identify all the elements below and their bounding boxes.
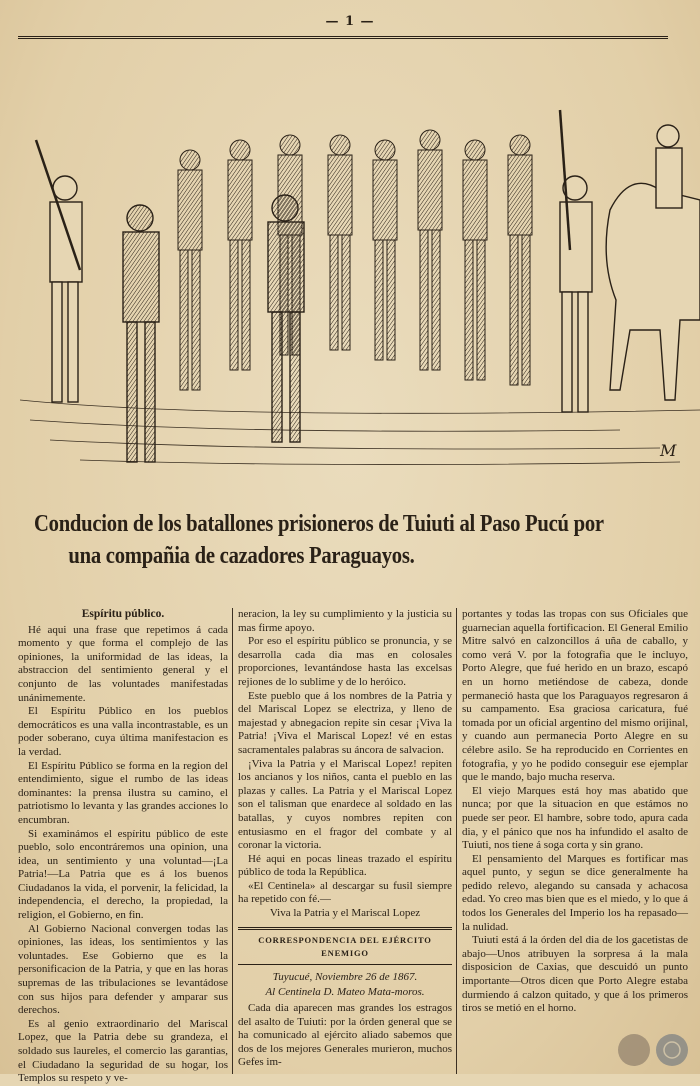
paragraph: Si examinámos el espíritu público de este pueblo, solo encontráremos una opinion, una idea, un sentimiento y una voluntad—¡La Patria!—La Patria que es á los buenos Ciudadanos la vida, el porvenir, la felicidad, la independencia, el derecho, la propiedad, la religion, el Gobierno, en fin. [18,827,228,922]
headline [34,508,607,572]
column-1 [18,608,228,1086]
prisoner-column [178,130,532,390]
correspondence-heading: CORRESPONDENCIA DEL EJÉRCITO ENEMIGO [238,927,452,965]
archive-stamp-icon [614,1022,694,1068]
column-3 [462,608,688,1016]
engraving-illustration [20,100,700,480]
headline-line-1: Conducion de los batallones prisioneros de Tuiuti al Paso Pucú por [34,511,604,537]
dateline: Tuyucué, Noviembre 26 de 1867. [272,970,418,983]
paragraph: El Espíritu Público se forma en la region del entendimiento, sigue el rumbo de las ideas dominantes: la prensa ilustra su camino, el patriotismo lo levanta y las grandes acciones lo encumbran. [18,759,228,826]
paragraph: portantes y todas las tropas con sus Oficiales que guarnecian aquella fortificacion. El General Emilio Mitre salvó en calzoncillos á uña de caballo, y como verá V. por la fotografia que le incluyo, Porto Alegre, que fué herido en un brazo, escapó en un horno metiéndose de cabeza, donde permaneció hasta que los Paraguayos regresaron á su campamento. Esa graciosa caricatura, fué tomada por un oficial argentino del mismo orijinal, y cuando aun permanecia Porto Alegre en su célebre asilo. Se ha reproducido en Corrientes en fotografia, y yo he podido conseguir ese ejemplar que le mando, bajo mucha reserva. [462,608,688,784]
paragraph: Este pueblo que á los nombres de la Patria y del Mariscal Lopez se electriza, y lleno de majestad y abnegacion repite sin cesar ¡Viva la Patria! ¡Viva el Mariscal Lopez! vé en estas sacramentales palabras su áncora de salvacion. [238,689,452,756]
page-number: — 1 — [325,14,375,29]
ground-hatching [20,400,700,465]
addressee: Al Centinela D. Mateo Mata-moros. [265,986,425,999]
paragraph: ¡Viva la Patria y el Mariscal Lopez! repiten los ancianos y los niños, canta el pueblo en las plazas y calles. La Patria y el Mariscal Lopez son el talisman que enardece al soldado en las batallas, y cuyos nombres repiten con entusiasmo en el fragor del combate y al coronar la victoria. [238,757,452,852]
column-divider [232,608,233,1074]
paragraph: El Espíritu Público en los pueblos democráticos es una valla incontrastable, es un poder soberano, cuya última manifestacion es la verdad. [18,705,228,758]
top-rule [18,36,668,39]
letter-text: Cada dia aparecen mas grandes los estragos del asalto de Tuiuti: por la órden general que se ha comunicado al ejército aliado sabemos que dos de los mejores Generales murieron, muchos Gefes im- [238,1002,452,1069]
column-divider [456,608,457,1074]
paragraph: Al Gobierno Nacional convergen todas las opiniones, las ideas, los sentimientos y las voluntades. Ese Gobierno que es la personificacion de la Patria, y que en las horas supremas de las tribulaciones se levantádose con sus hijos para defender y amparar sus derechos. [18,922,228,1017]
paragraph: Hé aqui en pocas lineas trazado el espíritu público de toda la República. [238,852,452,879]
paragraph: «El Centinela» al descargar su fusil siempre ha repetido con fé.— [238,879,452,906]
paragraph: Tuiuti está á la órden del dia de los gacetistas de abajo—Unos atribuyen la sorpresa á la mala disposicion de Caxias, que descuidó un punto importante—Otros dicen que Porto Alegre estaba durmiendo á calzon quitado, y que á los primeros tiros se metió en el horno. [462,934,688,1015]
paragraph: Hé aqui una frase que repetimos á cada momento y que forma el complejo de las opiniones, la uniformidad de las ideas, la abstraccion del sentimiento general y el conjunto de las voluntades manifestadas unánimemente. [18,623,228,704]
engraver-signature: M [660,441,677,460]
paragraph: El viejo Marques está hoy mas abatido que nunca; por que la situacion en que estámos no puede ser peor. El hambre, sobre todo, apura cada dia, y el pánico que nos ha infundido el asalto de Tuiuti, nos tiene á soga corta y sin grano. [462,784,688,852]
column-2 [238,608,452,1070]
mounted-officer [606,125,700,400]
section-title: Espíritu público. [81,608,165,620]
paragraph: Por eso el espíritu público se pronuncia, y se desarrolla cada dia mas en colosales proporciones, levantándose hasta las excelsas rejiones de lo sublime y de lo heróico. [238,635,452,688]
paragraph: Viva la Patria y el Mariscal Lopez [269,907,421,920]
paragraph: El pensamiento del Marques es fortificar mas aquel punto, y segun se dice generalmente ha pedido relevo, alegando su cansada y achacosa edad. Yo creo mas bien que es el miedo, y lo que á todos los Generales del Imperio los ha repasado—la nulidad. [462,852,688,933]
paragraph: Es al genio extraordinario del Mariscal Lopez, que la Patria debe su grandeza, el soldado sus laureles, el comercio las garantias, el Ciudadano la seguridad de su hogar, los Templos su respeto y ve- [18,1017,228,1085]
headline-line-2: una compañia de cazadores Paraguayos. [68,543,415,569]
paragraph: neracion, la ley su cumplimiento y la justicia su mas firme apoyo. [238,608,452,634]
